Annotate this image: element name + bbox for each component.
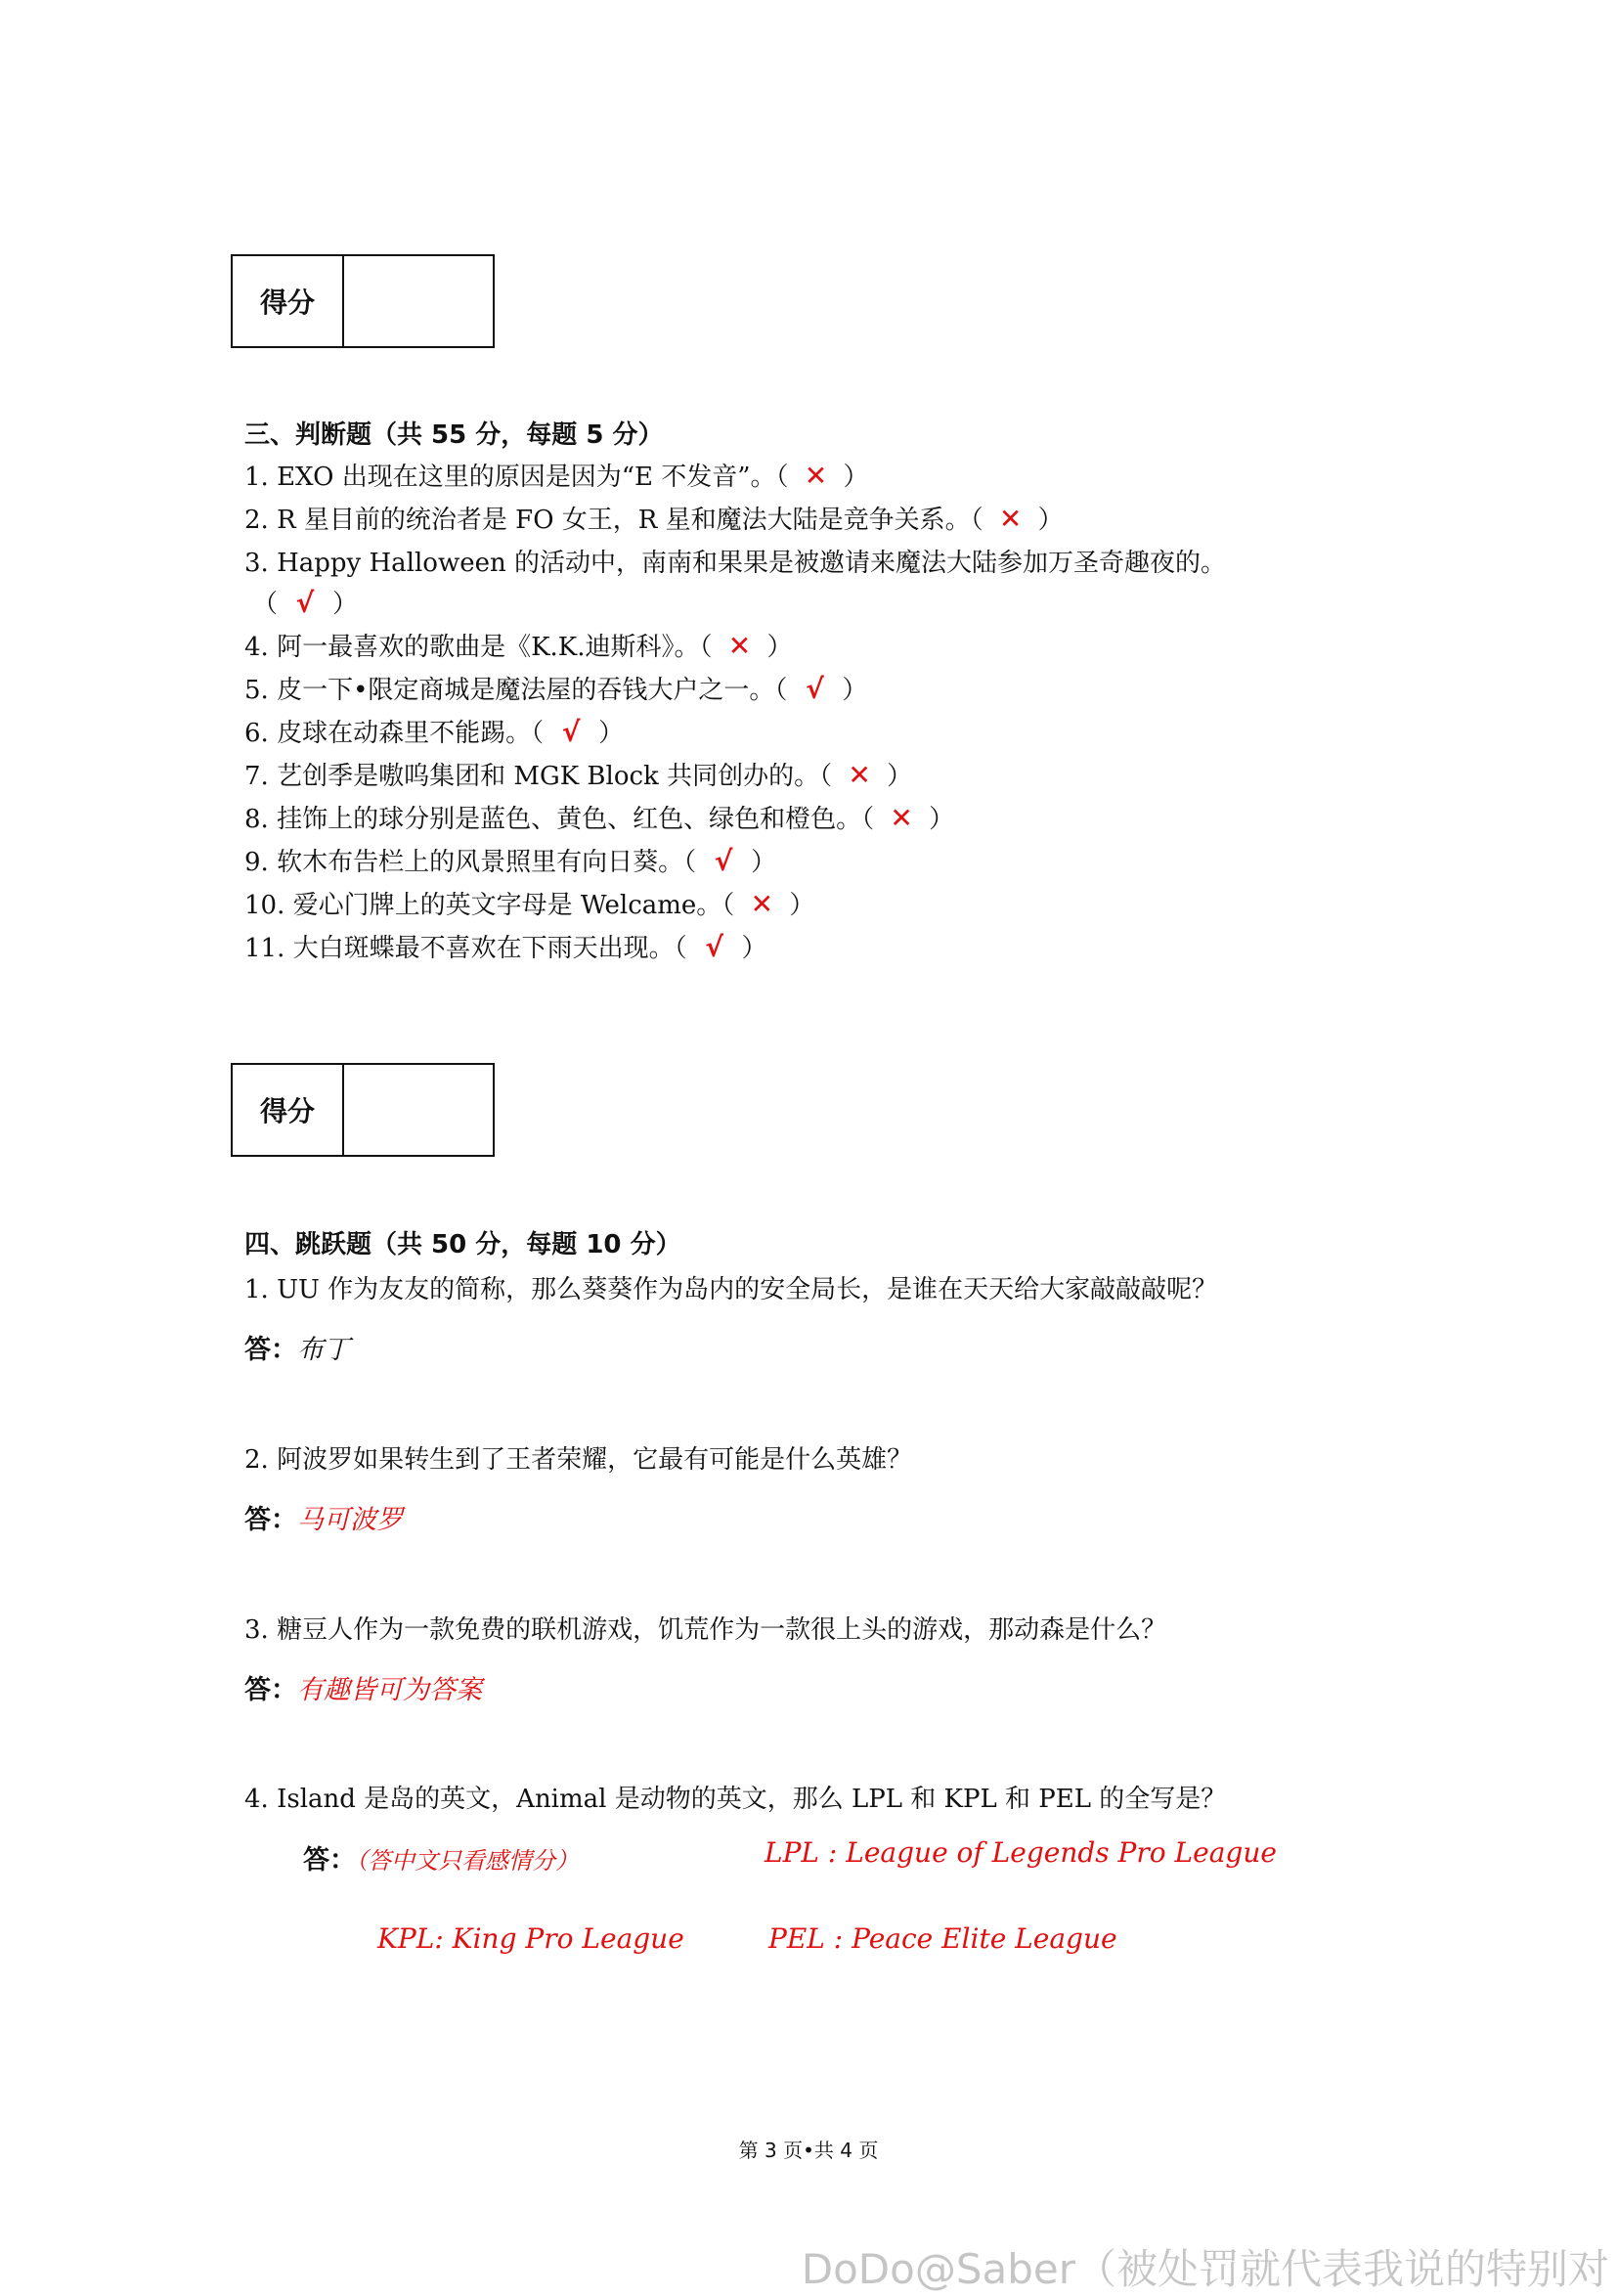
question-item: 8. 挂饰上的球分别是蓝色、黄色、红色、绿色和橙色。（ ✕ ） (244, 802, 955, 834)
question-item: 3. 糖豆人作为一款免费的联机游戏，饥荒作为一款很上头的游戏，那动森是什么？ (244, 1615, 1167, 1645)
question-item: 4. Island 是岛的英文，Animal 是动物的英文，那么 LPL 和 KPL 和 PEL 的全写是？ (244, 1785, 1227, 1814)
score-label: 得分 (233, 1065, 344, 1155)
answer-text: 有趣皆可为答案 (297, 1675, 482, 1705)
watermark: DoDo@Saber（被处罚就代表我说的特别对 (801, 2245, 1609, 2293)
cross-mark-icon: ✕ (890, 802, 913, 834)
cross-mark-icon: ✕ (998, 503, 1023, 535)
question-item: 7. 艺创季是嗷呜集团和 MGK Block 共同创办的。（ ✕ ） (244, 759, 913, 791)
answer-line (244, 1668, 482, 1706)
question-item: 5. 皮一下•限定商城是魔法屋的吞钱大户之一。（ √ ） (244, 673, 868, 705)
score-blank (344, 256, 493, 346)
question-item: 1. EXO 出现在这里的原因是因为“E 不发音”。（ ✕ ） (244, 460, 869, 492)
answer-text: 马可波罗 (297, 1505, 403, 1535)
answer-label: 答： (244, 1505, 297, 1535)
answer-label: 答： (303, 1845, 356, 1876)
section-title: 四、跳跃题（共 50 分，每题 10 分） (244, 1230, 681, 1259)
answer-label: 答： (244, 1675, 297, 1705)
answer-note: （答中文只看感情分） (356, 1847, 579, 1875)
answer-line (244, 1498, 403, 1536)
question-item: 11. 大白斑蝶最不喜欢在下雨天出现。（ √ ） (244, 931, 767, 963)
score-box (231, 254, 495, 348)
question-item: 4. 阿一最喜欢的歌曲是《K.K.迪斯科》。（ ✕ ） (244, 630, 793, 662)
score-box (231, 1063, 495, 1157)
answer-line (244, 1328, 350, 1366)
check-mark-icon: √ (714, 845, 733, 877)
check-mark-icon: √ (705, 931, 723, 963)
cross-mark-icon: ✕ (727, 630, 752, 662)
question-item: 2. R 星目前的统治者是 FO 女王，R 星和魔法大陆是竞争关系。（ ✕ ） (244, 503, 1064, 535)
question-item: 3. Happy Halloween 的活动中，南南和果果是被邀请来魔法大陆参加万圣奇趣夜的。 (244, 549, 1226, 578)
answer-kpl: KPL: King Pro League (377, 1922, 684, 1955)
answer-line (303, 1838, 579, 1877)
section-title: 三、判断题（共 55 分，每题 5 分） (244, 420, 664, 450)
check-mark-icon: √ (561, 716, 581, 748)
question-item: 9. 软木布告栏上的风景照里有向日葵。（ √ ） (244, 845, 777, 877)
page-footer: 第 3 页•共 4 页 (738, 2139, 879, 2162)
cross-mark-icon: ✕ (804, 460, 828, 492)
question-item: 2. 阿波罗如果转生到了王者荣耀，它最有可能是什么英雄？ (244, 1445, 913, 1475)
answer-label: 答： (244, 1335, 297, 1365)
check-mark-icon: √ (295, 587, 315, 619)
cross-mark-icon: ✕ (848, 759, 871, 791)
score-blank (344, 1065, 493, 1155)
question-item: 10. 爱心门牌上的英文字母是 Welcame。（ ✕ ） (244, 888, 815, 920)
check-mark-icon: √ (806, 673, 824, 705)
answer-lpl: LPL : League of Legends Pro League (765, 1836, 1277, 1869)
score-label: 得分 (233, 256, 344, 346)
cross-mark-icon: ✕ (750, 888, 774, 920)
question-item: 1. UU 作为友友的简称，那么葵葵作为岛内的安全局长，是谁在天天给大家敲敲敲呢？ (244, 1275, 1218, 1304)
answer-text: 布丁 (297, 1335, 350, 1365)
question-item-continuation: （ √ ） (252, 587, 359, 619)
question-item: 6. 皮球在动森里不能踢。（ √ ） (244, 716, 625, 748)
answer-pel: PEL : Peace Elite League (768, 1922, 1117, 1955)
